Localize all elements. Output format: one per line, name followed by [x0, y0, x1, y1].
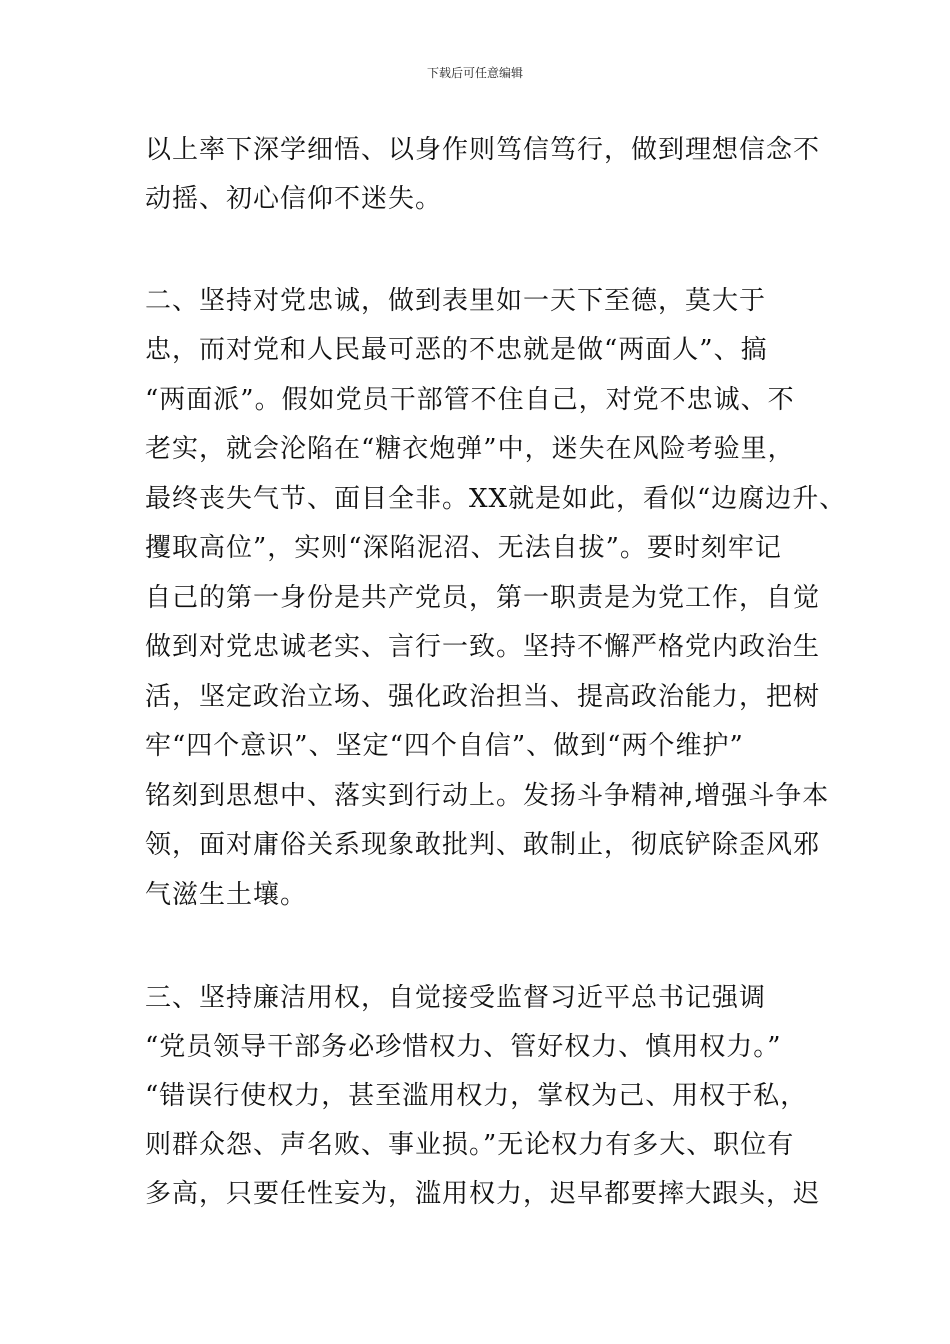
text-line: 牢“四个意识”、坚定“四个自信”、做到“两个维护” — [145, 731, 744, 761]
text-line: 忠，而对党和人民最可恶的不忠就是做“两面人”、搞 — [145, 335, 768, 365]
text-line: 自己的第一身份是共产党员，第一职责是为党工作，自觉 — [145, 583, 821, 613]
text-line: 以上率下深学细悟、以身作则笃信笃行，做到理想信念不 — [145, 135, 821, 165]
text-line: 动摇、初心信仰不迷失。 — [145, 184, 443, 214]
text-line: 最终丧失气节、面目全非。XX就是如此，看似“边腐边升、 — [145, 484, 847, 514]
text-line: 领，面对庸俗关系现象敢批判、敢制止，彻底铲除歪风邪 — [145, 830, 821, 860]
text-line: 多高，只要任性妄为，滥用权力，迟早都要摔大跟头，迟 — [145, 1179, 821, 1209]
text-line: 活，坚定政治立场、强化政治担当、提高政治能力，把树 — [145, 682, 821, 712]
text-line: 做到对党忠诚老实、言行一致。坚持不懈严格党内政治生 — [145, 632, 821, 662]
text-line: 二、坚持对党忠诚，做到表里如一天下至德，莫大于 — [145, 286, 767, 316]
text-line: 三、坚持廉洁用权，自觉接受监督习近平总书记强调 — [145, 983, 767, 1013]
text-line: 气滋生土壤。 — [145, 880, 308, 910]
text-line: “两面派”。假如党员干部管不住自己，对党不忠诚、不 — [145, 385, 795, 415]
text-line: 铭刻到思想中、落实到行动上。发扬斗争精神,增强斗争本 — [145, 781, 830, 811]
text-line: “错误行使权力，甚至滥用权力，掌权为己、用权于私， — [145, 1081, 808, 1111]
text-line: 老实，就会沦陷在“糖衣炮弹”中，迷失在风险考验里， — [145, 434, 795, 464]
text-line: “党员领导干部务必珍惜权力、管好权力、慎用权力。” — [145, 1032, 782, 1062]
page-header-note: 下载后可任意编辑 — [426, 66, 523, 80]
text-line: 则群众怨、声名败、事业损。”无论权力有多大、职位有 — [145, 1130, 795, 1160]
text-line: 攫取高位”，实则“深陷泥沼、无法自拔”。要时刻牢记 — [145, 533, 782, 563]
